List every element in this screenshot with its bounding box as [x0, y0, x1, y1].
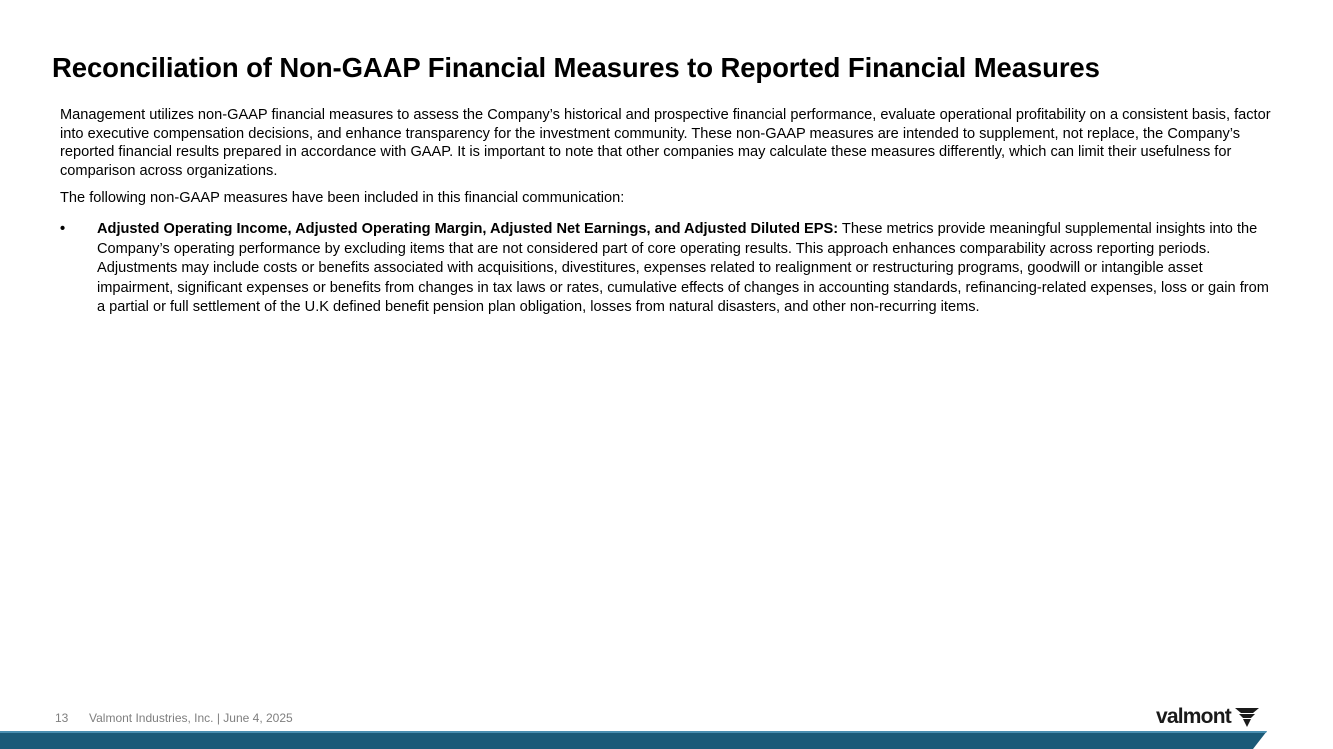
bullet-term: Adjusted Operating Income, Adjusted Operating Margin, Adjusted Net Earnings, and Adjusted Diluted EPS:: [97, 220, 839, 237]
page-number: 13: [55, 711, 69, 725]
bullet-marker: •: [60, 220, 66, 237]
company-logo: [1156, 704, 1260, 730]
valmont-v-mark-icon: [1234, 706, 1260, 728]
logo-wordmark: valmont: [1156, 705, 1231, 728]
slide-body: [60, 106, 1272, 318]
bullet-item: [60, 220, 1272, 318]
footer-bar: [0, 731, 1333, 749]
intro-paragraph: Management utilizes non-GAAP financial measures to assess the Company’s historical and prospective financial performance, evaluate operational profitability on a consistent basis, factor into executive compensation decisions, and enhance transparency for the investment community. These non-GAAP measures are intended to supplement, not replace, the Company’s reported financial results prepared in accordance with GAAP. It is important to note that other companies may calculate these measures differently, which can limit their usefulness for comparison across organizations.: [60, 107, 1271, 179]
bullet-list: [60, 220, 1272, 318]
bullet-text: These metrics provide meaningful supplemental insights into the Company’s operating performance by excluding items that are not considered part of core operating results. This approach enhances comparability across reporting periods. Adjustments may include costs or benefits associated with acquisitions, divestitures, expenses related to realignment or restructuring programs, goodwill or intangible asset impairment, significant expenses or benefits from changes in tax laws or rates, cumulative effects of changes in accounting standards, refinancing-related expenses, loss or gain from a partial or full settlement of the U.K defined benefit pension plan obligation, losses from natural disasters, and other non-recurring items.: [97, 220, 1269, 316]
lead-paragraph: The following non-GAAP measures have been included in this financial communication:: [60, 190, 625, 207]
footer-text: Valmont Industries, Inc. | June 4, 2025: [89, 711, 293, 725]
page-title: Reconciliation of Non-GAAP Financial Measures to Reported Financial Measures: [52, 52, 1100, 83]
